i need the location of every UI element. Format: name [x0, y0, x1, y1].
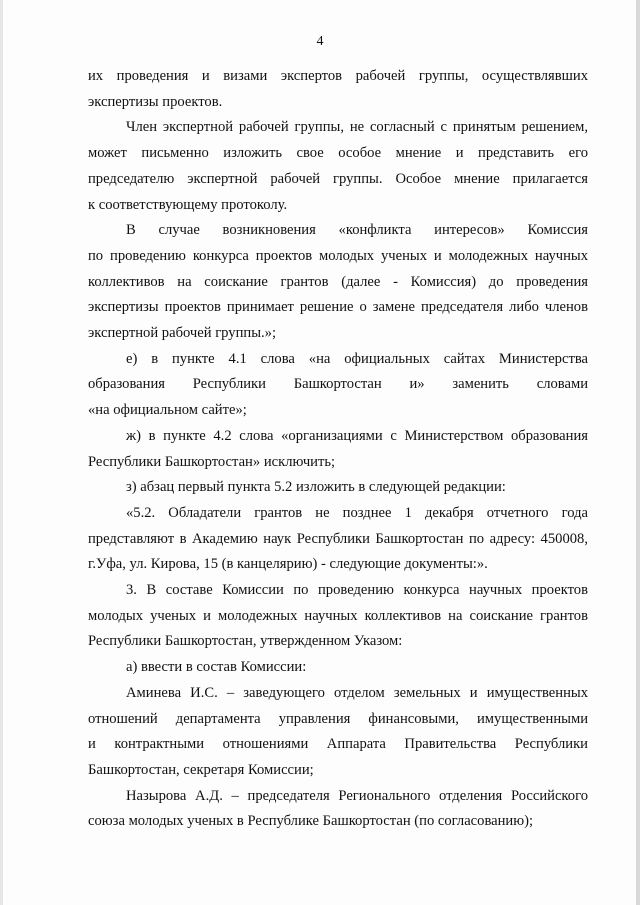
text-line: союза молодых ученых в Республике Башкортостан (по согласованию);	[88, 813, 534, 830]
text-line: к соответствующему протоколу.	[88, 196, 288, 213]
text-line: е) в пункте 4.1 слова «на официальных сайтах Министерства	[126, 350, 588, 367]
text-line: В случае возникновения «конфликта интересов» Комиссия	[126, 222, 588, 239]
text-line: и контрактными отношениями Аппарата Правительства Республики	[88, 736, 588, 753]
paragraph	[88, 501, 588, 578]
paragraph	[88, 784, 588, 835]
text-line: Член экспертной рабочей группы, не согласный с принятым решением,	[126, 119, 588, 136]
paragraph	[88, 347, 588, 424]
scan-edge-left	[0, 0, 3, 905]
text-line: а) ввести в состав Комиссии:	[126, 659, 307, 676]
paragraph	[88, 578, 588, 655]
text-line: по проведению конкурса проектов молодых ученых и молодежных научных	[88, 247, 588, 264]
paragraph	[88, 655, 588, 681]
text-line: представляют в Академию наук Республики Башкортостан по адресу: 450008,	[88, 530, 588, 547]
text-line: ж) в пункте 4.2 слова «организациями с Министерством образования	[126, 427, 588, 444]
text-line: председателю экспертной рабочей группы. Особое мнение прилагается	[88, 170, 588, 187]
document-body	[88, 64, 588, 835]
text-line: «5.2. Обладатели грантов не позднее 1 декабря отчетного года	[126, 504, 588, 521]
text-line: экспертизы проектов.	[88, 93, 223, 110]
paragraph	[88, 218, 588, 347]
text-line: Республики Башкортостан» исключить;	[88, 453, 336, 470]
text-line: отношений департамента управления финансовыми, имущественными	[88, 710, 588, 727]
paragraph	[88, 64, 588, 115]
text-line: молодых ученых и молодежных научных коллективов на соискание грантов	[88, 607, 588, 624]
text-line: экспертизы проектов принимает решение о замене председателя либо членов	[88, 299, 588, 316]
text-line: коллективов на соискание грантов (далее - Комиссия) до проведения	[88, 273, 588, 290]
text-line: экспертной рабочей группы.»;	[88, 325, 277, 342]
text-line: Назырова А.Д. – председателя Регионального отделения Российского	[126, 787, 588, 804]
paragraph	[88, 115, 588, 218]
text-line: Республики Башкортостан, утвержденном Указом:	[88, 633, 403, 650]
text-line: Аминева И.С. – заведующего отделом земельных и имущественных	[126, 684, 588, 701]
text-line: Башкортостан, секретаря Комиссии;	[88, 761, 314, 778]
text-line: 3. В составе Комиссии по проведению конкурса научных проектов	[126, 582, 588, 599]
paragraph	[88, 475, 588, 501]
page-number: 4	[316, 34, 324, 49]
paragraph	[88, 424, 588, 475]
scan-edge-right	[636, 0, 640, 905]
text-line: «на официальном сайте»;	[88, 402, 247, 419]
paragraph	[88, 681, 588, 784]
text-line: их проведения и визами экспертов рабочей группы, осуществлявших	[88, 68, 588, 84]
text-line: может письменно изложить свое особое мнение и представить его	[88, 145, 588, 162]
text-line: з) абзац первый пункта 5.2 изложить в следующей редакции:	[126, 479, 506, 496]
text-line: г.Уфа, ул. Кирова, 15 (в канцелярию) - следующие документы:».	[88, 556, 488, 573]
text-line: образования Республики Башкортостан и» заменить словами	[88, 376, 588, 393]
